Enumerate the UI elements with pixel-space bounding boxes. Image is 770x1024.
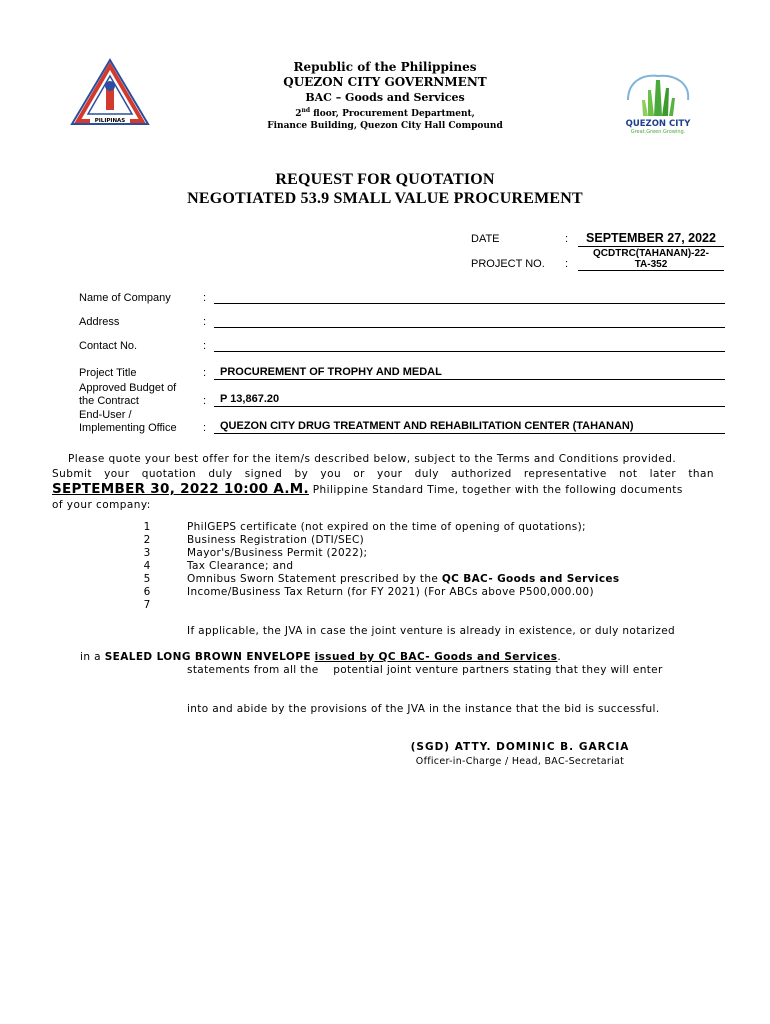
list-item: 1 PhilGEPS certificate (not expired on the time of opening of quotations); [143,521,586,533]
date-value: SEPTEMBER 27, 2022 [578,230,724,247]
list-item: 5 Omnibus Sworn Statement prescribed by the QC BAC- Goods and Services [143,573,620,585]
header-building: Finance Building, Quezon City Hall Compound [267,121,503,131]
contact-field[interactable] [214,338,725,352]
body-line-1: Please quote your best offer for the item/s described below, subject to the Terms and Conditions provided. [68,453,677,465]
project-title-label: Project Title [79,367,137,379]
envelope-instruction: in a SEALED LONG BROWN ENVELOPE issued by QC BAC- Goods and Services. [80,651,562,663]
quezon-city-logo [618,70,698,136]
date-colon: : [565,233,569,245]
signatory-name: (SGD) ATTY. DOMINIC B. GARCIA [410,741,630,753]
body-line-3: SEPTEMBER 30, 2022 10:00 A.M. Philippine Standard Time, together with the following documents [52,481,683,497]
project-title-colon: : [203,367,207,379]
list-item: 6 Income/Business Tax Return (for FY 2021) (For ABCs above P500,000.00) [143,586,594,598]
title-line-2: NEGOTIATED 53.9 SMALL VALUE PROCUREMENT [187,190,583,207]
project-no-colon: : [565,258,569,270]
header-republic: Republic of the Philippines [293,60,477,74]
list-item: 3 Mayor's/Business Permit (2022); [143,547,368,559]
contact-label: Contact No. [79,340,138,352]
company-colon: : [203,292,207,304]
title-line-1: REQUEST FOR QUOTATION [275,171,495,188]
contact-colon: : [203,340,207,352]
company-label: Name of Company [79,292,171,304]
body-line-2: Submit your quotation duly signed by you or your duly authorized representative not later than [52,468,714,480]
deadline: SEPTEMBER 30, 2022 10:00 A.M. [52,481,309,497]
abc-value: P 13,867.20 [214,393,725,407]
header-floor: 2nd floor, Procurement Department, [295,107,475,119]
enduser-colon: : [203,422,207,434]
date-label: DATE [471,233,500,245]
address-colon: : [203,316,207,328]
enduser-value: QUEZON CITY DRUG TREATMENT AND REHABILITATION CENTER (TAHANAN) [214,420,725,434]
abc-label: Approved Budget of the Contract [79,382,177,407]
list-item: 7 If applicable, the JVA in case the joint venture is already in existence, or duly notarized statements from all the potential joint venture partners stating that they will enter into and abide by the provisions of the JVA in the instance that the bid is successful. [143,599,676,715]
logo-tagline: Great.Green.Growing. [630,129,686,135]
address-label: Address [79,316,120,328]
body-line-4: of your company: [52,499,151,511]
company-field[interactable] [214,290,725,304]
project-no-value: QCDTRC(TAHANAN)-22- TA-352 [578,248,724,271]
list-item: 2 Business Registration (DTI/SEC) [143,534,365,546]
abc-colon: : [203,395,207,407]
seal-bottom-text: PILIPINAS [94,118,126,124]
project-title-value: PROCUREMENT OF TROPHY AND MEDAL [214,366,725,380]
document-title [0,170,770,208]
header-city-government: QUEZON CITY GOVERNMENT [283,75,487,89]
project-no-label: PROJECT NO. [471,258,545,270]
requirements-list [137,521,727,742]
signatory-title: Officer-in-Charge / Head, BAC-Secretariat [415,756,625,767]
header-bac: BAC – Goods and Services [305,91,465,104]
logo-text: QUEZON CITY [625,119,691,129]
list-item: 4 Tax Clearance; and [143,560,294,572]
address-field[interactable] [214,314,725,328]
enduser-label: End-User / Implementing Office [79,409,177,434]
